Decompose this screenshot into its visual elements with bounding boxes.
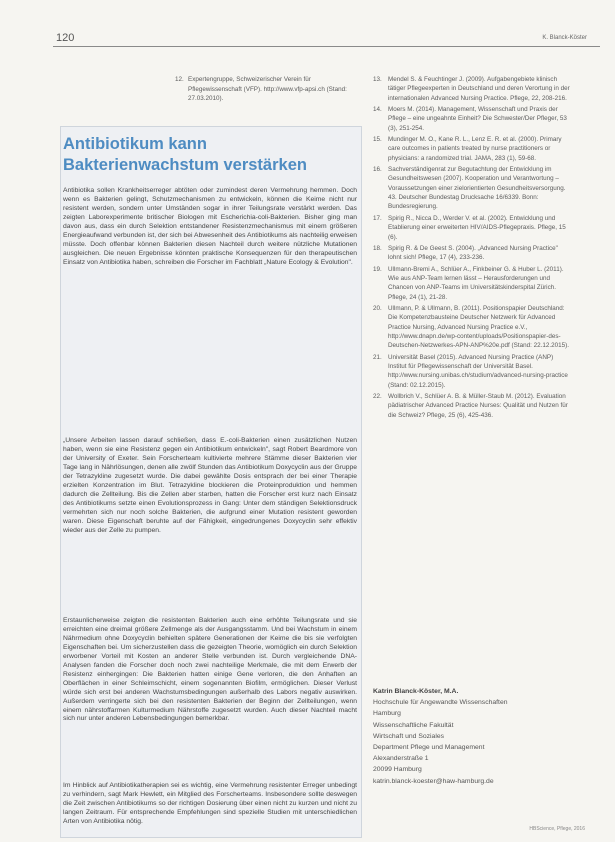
author-affiliation-line: Wirtschaft und Soziales xyxy=(373,732,445,740)
footer-journal: HBScience, Pflege, 2016 xyxy=(529,826,585,832)
top-reference xyxy=(175,75,365,104)
author-affiliation-line: Hochschule für Angewandte Wissenschaften xyxy=(373,699,508,707)
reference-item xyxy=(373,304,573,351)
info-box xyxy=(60,126,362,838)
reference-text: Wollbrich V., Schlüer A. B. & Müller-Staub M. (2012). Evaluation pädiatrischer Advanced Practice Nurses: Qualität und Nutzen für die Schweiz? Pflege, 25 (6), 425-436. xyxy=(388,393,568,419)
reference-text: Mendel S. & Feuchtinger J. (2009). Aufgabengebiete klinisch tätiger Pflegeexperten in Deutschland und deren Verortung in der internationalen Advanced Nursing Practice. Pflege, 22, 208-216. xyxy=(388,76,570,102)
author-affiliation-line: Wissenschaftliche Fakultät xyxy=(373,721,454,729)
running-title: K. Blanck-Köster xyxy=(542,35,587,41)
reference-text: Sachverständigenrat zur Begutachtung der Entwicklung im Gesundheitswesen (2007). Kooperation und Verantwortung – Voraussetzungen einer zielorientierten Gesundheitsversorgung. 43. Deutscher Bundestag Drucksache 16/6339. Bonn: Bundesregierung. xyxy=(388,166,566,211)
reference-number: 22. xyxy=(373,393,382,400)
reference-number: 20. xyxy=(373,304,382,312)
box-title: Antibiotikum kann Bakterienwachstum verstärken xyxy=(63,135,307,174)
author-block xyxy=(373,686,573,787)
reference-item xyxy=(373,135,573,163)
author-affiliation-line: Department Pflege und Management xyxy=(373,744,485,752)
reference-item xyxy=(373,244,573,263)
author-affiliation-line: Hamburg xyxy=(373,710,401,718)
reference-number: 18. xyxy=(373,244,382,252)
reference-text: Ullmann-Bremi A., Schlüer A., Finkbeiner G. & Huber L. (2011). Wie aus ANP-Team lernen lässt – Herausforderungen und Chancen von ANP-Teams im Universitätskinderspital Zürich. Pflege, 24 (1), 21-28. xyxy=(388,265,564,301)
reference-item xyxy=(373,165,573,212)
reference-number: 19. xyxy=(373,265,382,273)
author-email[interactable]: katrin.blanck-koester@haw-hamburg.de xyxy=(373,777,494,785)
reference-item xyxy=(373,392,573,420)
box-paragraph-4: Im Hinblick auf Antibiotikatherapien sei es wichtig, eine Vermehrung resistenter Erreger unbedingt zu verhindern, sagt Mark Hewlett, ein Mitglied des Forscherteams. Insbesondere sollte deswegen die Zeit zwischen Antibiotikums so der richtigen Dosierung über einen nicht zu kurzen und nicht zu langen Zeitraum. Für entsprechende Empfehlungen sind spezielle Studien mit unterschiedlichen Arten von Antibiotika nötig. xyxy=(63,782,357,825)
reference-number: 15. xyxy=(373,136,382,144)
reference-text: Ullmann, P. & Ullmann, B. (2011). Positionspapier Deutschland: Die Kompetenzbausteine Deutscher Netzwerk für Advanced Practice Nursing, Advanced Nursing Practice e.V., http://www.dnapn.de/wp-content/uploads/Positionspapier-des-Deutschen-Netzwerkes-APN-ANP%20e.pdf (Stand: 22.12.2015). xyxy=(388,304,569,350)
reference-text: Universität Basel (2015). Advanced Nursing Practice (ANP) Institut für Pflegewissenschaft der Universität Basel. http://www.nursing.unibas.ch/studium/advanced-nursing-practice (Stand: 02.12.2015). xyxy=(388,353,568,389)
box-paragraph-3: Erstaunlicherweise zeigten die resistenten Bakterien auch eine erhöhte Teilungsrate und sie erreichten eine dreimal größere Zellmenge als der Ausgangsstamm. Und bei Wachstum in einem Nährmedium ohne Doxycyclin behielten spätere Generationen der Keime die bis sie verfolgten Eigenschaften bei. Um sicherzustellen dass die gezeigten Theorie, womöglich ein durch Selektion erworbener Vorteil mit Kosten an anderer Stelle verbunden ist. Durch vergleichende DNA-Analysen fanden die Forscher doch noch zwei nachteilige Merkmale, die mit dem Erwerb der Resistenz einhergingen: Die Bakterien hatten einige Gene verloren, die den Anhaften an Oberflächen in einer Schleimschicht, einem sogenannten Biofilm, ermöglichen. Dieser Verlust würde sich erst bei anderen Wachstumsbedingungen außerhalb des Labors negativ auswirken. Außerdem verringerte sich bei den resistenten Bakterien der Beginn der Zellteilungen, wenn einem nährstoffarmen Kulturmedium Nährstoffe zugesetzt wurden. Auch dieser Nachteil macht sich nur unter anderen Lebensbedingungen bemerkbar. xyxy=(63,617,357,723)
reference-item xyxy=(373,105,573,133)
reference-item xyxy=(373,353,573,390)
page-number: 120 xyxy=(56,32,75,44)
header-rule xyxy=(53,46,600,47)
author-address-line: 20099 Hamburg xyxy=(373,766,422,774)
reference-text: Mundinger M. O., Kane R. L., Lenz E. R. et al. (2000). Primary care outcomes in patients treated by nurse practitioners or physicians: a randomized trial. JAMA, 283 (1), 59-68. xyxy=(388,136,562,162)
box-paragraph-1: Antibiotika sollen Krankheitserreger abtöten oder zumindest deren Vermehrung hemmen. Doch wenn es Bakterien gelingt, Schutzmechanismen zu entwickeln, können die Keime nicht nur resistent werden, sondern unter Umständen sogar in ihrer Teilungsrate verstärkt werden. Das zeigten Laborexperimente britischer Biologen mit Escherichia-coli-Bakterien. Bisher ging man davon aus, dass ein durch Selektion entstandener Resistenzmechanismus mit einem größeren Energieaufwand verbunden ist, der sich bei Abwesenheit des Antibiotikums als nachteilig erweisen müsste. Doch offenbar können Bakterien diesen Nachteil durch weitere nützliche Mutationen ausgleichen. Die neuen Ergebnisse könnten praktische Konsequenzen für den therapeutischen Einsatz von Antibiotika haben, schreiben die Forscher im Fachblatt „Nature Ecology & Evolution". xyxy=(63,187,357,266)
reference-number: 13. xyxy=(373,76,382,83)
reference-number: 14. xyxy=(373,106,382,114)
reference-number: 16. xyxy=(373,166,382,174)
reference-item xyxy=(373,265,573,302)
reference-text: Expertengruppe, Schweizerischer Verein für Pflegewissenschaft (VFP). http://www.vfp-apsi.ch (Stand: 27.03.2010). xyxy=(188,76,347,103)
reference-number: 17. xyxy=(373,214,382,222)
reference-number: 12. xyxy=(175,76,184,83)
reference-text: Spirig R., Nicca D., Werder V. et al. (2002). Entwicklung und Etablierung einer erweiterten HIV/AIDS-Pflegepraxis. Pflege, 15 (6). xyxy=(388,214,566,241)
reference-list xyxy=(373,75,573,422)
reference-item xyxy=(373,214,573,242)
reference-number: 21. xyxy=(373,353,382,361)
reference-item xyxy=(373,75,573,103)
page-header xyxy=(0,26,615,46)
author-address-line: Alexanderstraße 1 xyxy=(373,755,429,763)
box-paragraph-2: „Unsere Arbeiten lassen darauf schließen, dass E.-coli-Bakterien einen zusätzlichen Nutzen haben, wenn sie eine Resistenz gegen ein Antibiotikum entwickeln", sagt Robert Beardmore von der University of Exeter. Sein Forscherteam kultivierte mehrere Stämme dieser Bakterien vier Tage lang in Nährlösungen, denen alle zwölf Stunden das Antibiotikum Doxycyclin aus der Gruppe der Tetrazykline zugesetzt wurde. Die dabei gewählte Dosis entsprach der bei einer Therapie erzielten Konzentration im Blut. Tetrazykline blockieren die Proteinproduktion und hemmen dadurch die Zellteilung. Bis die Zellen aber starben, hatten die Forscher erst kurz nach Einsatz des Antibiotikums setzte einen Evolutionsprozess in Gang: Unter dem ständigen Selektionsdruck vermehrten sich nur noch solche Bakterien, die aufgrund einer Mutation resistent geworden waren. Diese Eigenschaft beruhte auf der Fähigkeit, eingedrungenes Doxycyclin sehr effektiv wieder aus der Zelle zu pumpen. xyxy=(63,437,357,534)
reference-text: Moers M. (2014). Management, Wissenschaft und Praxis der Pflege – eine ungeahnte Einheit? Die Schwester/Der Pfleger, 53 (3), 251-254. xyxy=(388,106,567,132)
author-name: Katrin Blanck-Köster, M.A. xyxy=(373,688,459,695)
reference-text: Spirig R. & De Geest S. (2004). „Advanced Nursing Practice" lohnt sich! Pflege, 17 (4), 233-236. xyxy=(388,244,558,262)
